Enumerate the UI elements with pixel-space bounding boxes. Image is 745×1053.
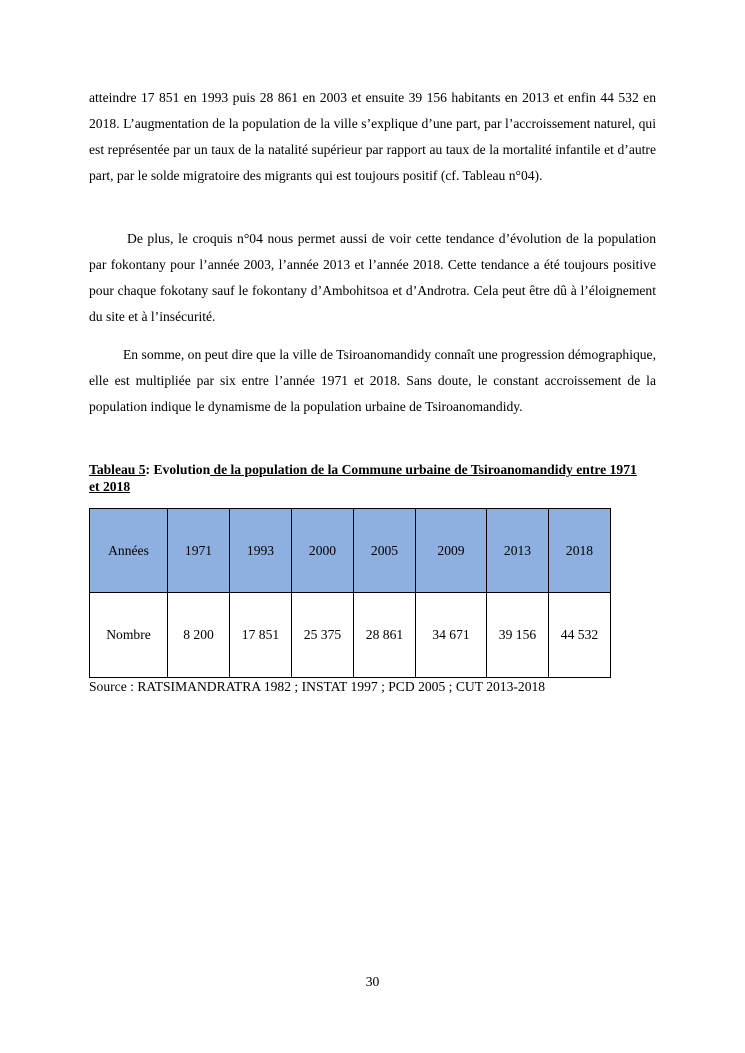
table-caption-title: de la population de la Commune urbaine de Tsiroanomandidy entre 1971 et 2018 xyxy=(89,462,637,494)
header-cell-years: Années xyxy=(90,509,168,593)
page-number: 30 xyxy=(365,974,380,989)
cell-2009: 34 671 xyxy=(416,593,487,678)
cell-2000: 25 375 xyxy=(292,593,354,678)
header-cell-1971: 1971 xyxy=(168,509,230,593)
header-cell-1993: 1993 xyxy=(230,509,292,593)
cell-2018: 44 532 xyxy=(549,593,611,678)
paragraph-fokontany-trend: De plus, le croquis n°04 nous permet aussi de voir cette tendance d’évolution de la population par fokontany pour l’année 2003, l’année 2013 et l’année 2018. Cette tendance a été toujours positive pour chaque fokotany sauf le fokontany d’Ambohitsoa et d’Androtra. Cela peut être dû à l’éloignement du site et à l’insécurité. xyxy=(89,231,656,324)
header-cell-2005: 2005 xyxy=(354,509,416,593)
cell-1993: 17 851 xyxy=(230,593,292,678)
table-caption-colon: : Evolution xyxy=(145,462,211,477)
header-cell-2013: 2013 xyxy=(487,509,549,593)
header-cell-2009: 2009 xyxy=(416,509,487,593)
table-header-row xyxy=(90,509,611,593)
header-cell-2000: 2000 xyxy=(292,509,354,593)
population-table xyxy=(89,508,611,678)
table-caption-label: Tableau 5 xyxy=(89,462,146,477)
table-source: Source : RATSIMANDRATRA 1982 ; INSTAT 1997 ; PCD 2005 ; CUT 2013-2018 xyxy=(89,679,546,694)
cell-2013: 39 156 xyxy=(487,593,549,678)
header-cell-2018: 2018 xyxy=(549,509,611,593)
paragraph-conclusion: En somme, on peut dire que la ville de Tsiroanomandidy connaît une progression démographique, elle est multipliée par six entre l’année 1971 et 2018. Sans doute, le constant accroissement de la population indique le dynamisme de la population urbaine de Tsiroanomandidy. xyxy=(89,347,656,414)
cell-2005: 28 861 xyxy=(354,593,416,678)
table-caption xyxy=(89,461,649,495)
paragraph-population-growth: atteindre 17 851 en 1993 puis 28 861 en 2003 et ensuite 39 156 habitants en 2013 et enfin 44 532 en 2018. L’augmentation de la population de la ville s’explique d’une part, par l’accroissement naturel, qui est représentée par un taux de la natalité supérieur par rapport au taux de la mortalité infantile et d’autre part, par le solde migratoire des migrants qui est toujours positif (cf. Tableau n°04). xyxy=(89,90,656,183)
table-row xyxy=(90,593,611,678)
cell-1971: 8 200 xyxy=(168,593,230,678)
row-label-nombre: Nombre xyxy=(90,593,168,678)
